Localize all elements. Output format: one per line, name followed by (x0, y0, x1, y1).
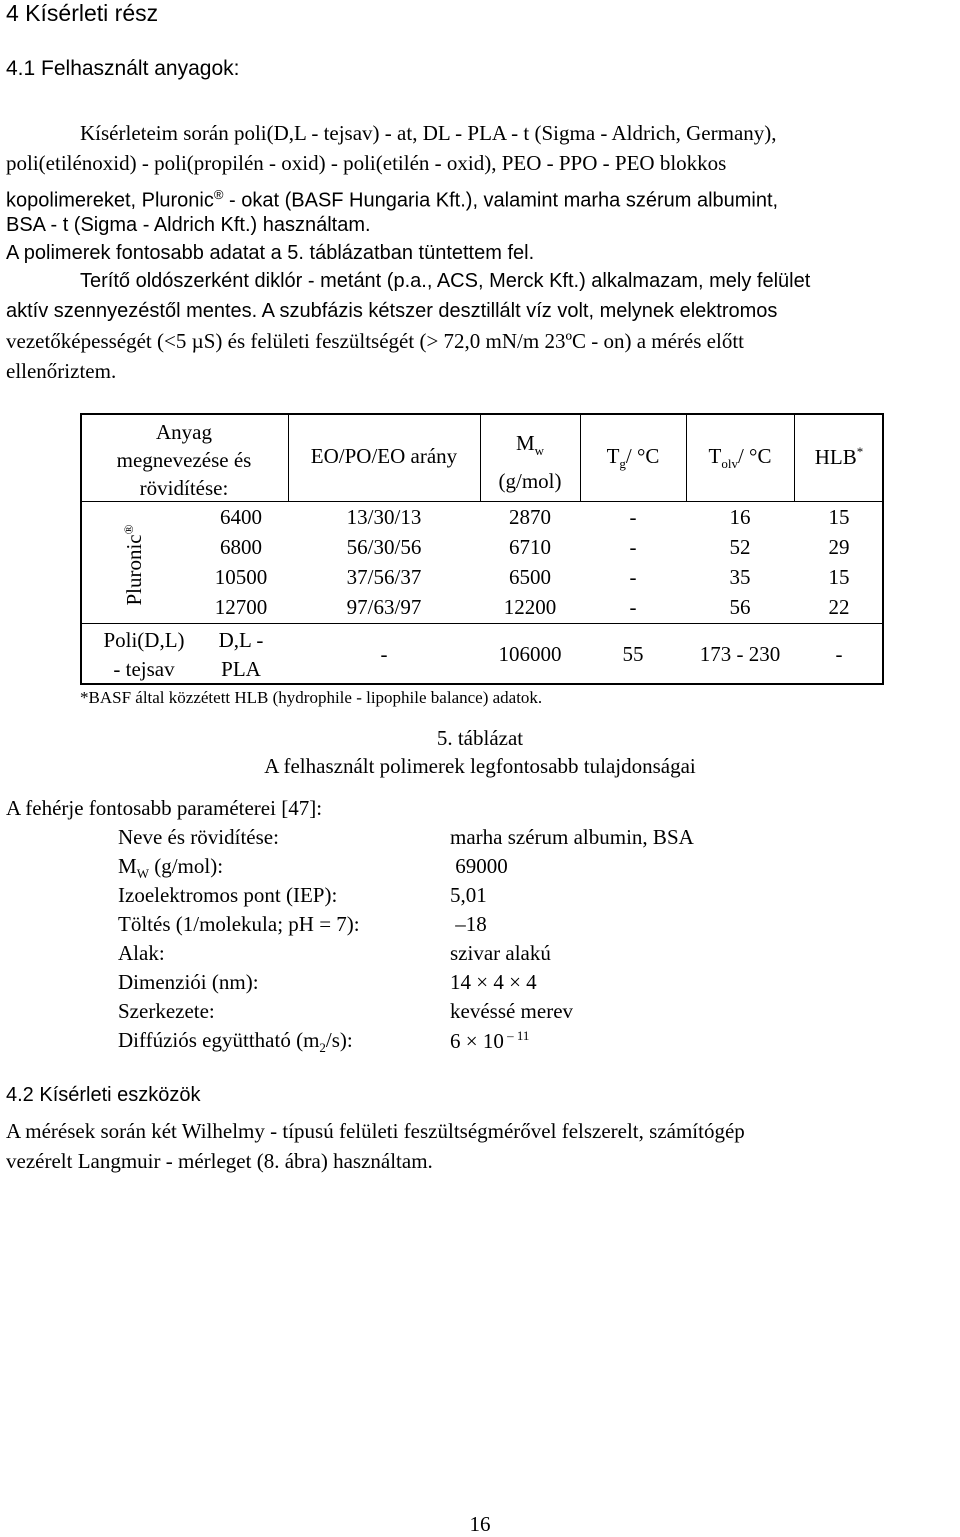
table-cell-name: 6400 (220, 505, 262, 529)
paragraph-line-text: vezérelt Langmuir - mérleget (8. ábra) használtam. (6, 1149, 433, 1173)
header-tolv (686, 444, 794, 472)
paragraph-line-text: Terítő oldószerként diklór - metánt (p.a., ACS, Merck Kft.) alkalmazam, mely felület (80, 270, 811, 292)
protein-param-label: Neve és rövidítése: (118, 825, 279, 849)
protein-param-value: kevéssé merev (450, 999, 574, 1023)
protein-value-part: 6 × 10 (450, 1029, 504, 1053)
table-cell-name: 10500 (214, 565, 268, 589)
paragraph-line (6, 296, 956, 326)
protein-label-sub: W (136, 866, 149, 882)
protein-param-label: Dimenziói (nm): (118, 970, 259, 994)
protein-param-label: Izoelektromos pont (IEP): (118, 883, 338, 907)
table-caption-number: 5. táblázat (436, 726, 524, 750)
pla-abbr (194, 626, 288, 684)
protein-param-value: 5,01 (450, 883, 487, 907)
pla-mw: 106000 (498, 642, 562, 666)
pla-name (80, 626, 208, 684)
registered-mark: ® (121, 524, 136, 535)
header-material (80, 418, 288, 502)
subsection-heading: 4.1 Felhasznált anyagok: (6, 57, 240, 80)
table-cell-ratio: 56/30/56 (346, 535, 422, 559)
protein-label-part: Diffúziós együttható (m (118, 1028, 320, 1052)
paragraph-line (6, 210, 956, 240)
mw-main: M (515, 431, 535, 455)
pla-tolv: 173 - 230 (699, 642, 781, 666)
table-cell-tg: - (629, 535, 637, 559)
section-heading: 4 Kísérleti rész (6, 0, 159, 26)
table-caption-title: A felhasznált polimerek legfontosabb tulajdonságai (264, 754, 696, 778)
protein-param-value (450, 1028, 529, 1054)
protein-param-value: szivar alakú (450, 941, 551, 965)
header-material-line: Anyag (156, 420, 212, 444)
paragraph-line (6, 1146, 956, 1176)
protein-value-sup: – 11 (503, 1028, 530, 1043)
table-cell-tolv: 16 (729, 505, 751, 529)
protein-param-value: marha szérum albumin, BSA (450, 825, 694, 849)
paragraph-line-text: A polimerek fontosabb adatat a 5. táblázatban tüntettem fel. (6, 242, 535, 264)
paragraph-line (6, 1116, 956, 1146)
paragraph-line (6, 326, 956, 356)
header-hlb (794, 444, 884, 470)
protein-param-value: –18 (450, 912, 487, 936)
table-cell-hlb: 29 (828, 535, 850, 559)
pla-name-line: Poli(D,L) (103, 628, 185, 652)
tolv-sub: olv (721, 456, 738, 472)
protein-param-value: 14 × 4 × 4 (450, 970, 537, 994)
table-cell-ratio: 13/30/13 (346, 505, 422, 529)
table-footnote: *BASF által közzétett HLB (hydrophile - lipophile balance) adatok. (80, 688, 543, 707)
protein-label-part: M (118, 854, 137, 878)
hlb-main: HLB (814, 445, 857, 469)
table-cell-ratio: 97/63/97 (346, 595, 422, 619)
pla-abbr-line: PLA (221, 657, 261, 681)
paragraph-line-text: poli(etilénoxid) - poli(propilén - oxid) - poli(etilén - oxid), PEO - PPO - PEO blokkos (6, 151, 727, 175)
protein-param-label (118, 1028, 353, 1056)
pluronic-label-text: Pluronic (122, 534, 146, 606)
table-cell-ratio: 37/56/37 (346, 565, 422, 589)
tg-main: T (606, 444, 620, 468)
tolv-main: T (708, 444, 722, 468)
paragraph-line-text: aktív szennyezéstől mentes. A szubfázis kétszer desztillált víz volt, melynek elektromos (6, 300, 778, 322)
table-cell-tg: - (629, 505, 637, 529)
paragraph-line (6, 356, 956, 386)
protein-param-label: Töltés (1/molekula; pH = 7): (118, 912, 360, 936)
table-cell-tolv: 56 (729, 595, 751, 619)
protein-param-value: 69000 (450, 854, 508, 878)
protein-label-part: (g/mol): (148, 854, 224, 878)
protein-param-label: Szerkezete: (118, 999, 215, 1023)
page-number: 16 (469, 1512, 491, 1536)
paragraph-line-text: BSA - t (Sigma - Aldrich Kft.) használtam. (6, 214, 371, 236)
table-cell-mw: 2870 (509, 505, 551, 529)
header-tg (580, 444, 686, 472)
table-cell-name: 12700 (214, 595, 268, 619)
header-material-line: megnevezése és (116, 448, 252, 472)
pluronic-label (121, 513, 147, 617)
subsection-heading-2: 4.2 Kísérleti eszközök (6, 1084, 201, 1106)
protein-param-label: Alak: (118, 941, 165, 965)
protein-label-sub: 2 (319, 1040, 326, 1056)
table-cell-tolv: 52 (729, 535, 751, 559)
table-cell-hlb: 15 (828, 565, 850, 589)
paragraph-line-text: kopolimereket, Pluronic (6, 189, 214, 212)
hlb-sup: * (856, 444, 864, 459)
header-mw-symbol (480, 428, 580, 466)
pla-hlb: - (835, 642, 843, 666)
paragraph-line-text: A mérések során két Wilhelmy - típusú felületi feszültségmérővel felszerelt, számítógép (6, 1119, 745, 1143)
table-cell-tg: - (629, 565, 637, 589)
paragraph-line-text: Kísérleteim során poli(D,L - tejsav) - at, DL - PLA - t (Sigma - Aldrich, Germany), (80, 121, 777, 145)
pla-name-line: - tejsav (113, 657, 175, 681)
table-cell-mw: 12200 (503, 595, 557, 619)
protein-label-part: /s): (325, 1028, 353, 1052)
table-cell-tg: - (629, 595, 637, 619)
protein-intro: A fehérje fontosabb paraméterei [47]: (6, 796, 323, 820)
table-cell-mw: 6500 (509, 565, 551, 589)
header-mw (480, 428, 580, 496)
tg-sub: g (619, 456, 626, 472)
table-cell-hlb: 15 (828, 505, 850, 529)
table-cell-name: 6800 (220, 535, 262, 559)
table-cell-mw: 6710 (509, 535, 551, 559)
header-ratio: EO/PO/EO arány (310, 444, 458, 468)
table-cell-tolv: 35 (729, 565, 751, 589)
paragraph-line (6, 148, 956, 178)
tolv-unit: / °C (737, 444, 772, 468)
paragraph-line (80, 266, 956, 296)
paragraph-line-text: vezetőképességét (<5 µS) és felületi feszültségét (> 72,0 mN/m 23ºC - on) a mérés előtt (6, 329, 745, 353)
registered-mark: ® (213, 187, 224, 202)
table-cell-hlb: 22 (828, 595, 850, 619)
paragraph-line (80, 118, 956, 148)
pla-tg: 55 (622, 642, 644, 666)
pla-abbr-line: D,L - (218, 628, 264, 652)
header-mw-unit: (g/mol) (498, 469, 562, 494)
paragraph-line-text: - okat (BASF Hungaria Kft.), valamint marha szérum albumint, (223, 189, 779, 212)
paragraph-line-text: ellenőriztem. (6, 359, 117, 383)
paragraph-line (6, 238, 956, 268)
tg-unit: / °C (625, 444, 660, 468)
protein-param-label (118, 854, 223, 882)
table-divider (80, 623, 884, 624)
pla-ratio: - (380, 642, 388, 666)
mw-sub: w (534, 443, 545, 459)
header-material-line: rövidítése: (139, 476, 229, 500)
